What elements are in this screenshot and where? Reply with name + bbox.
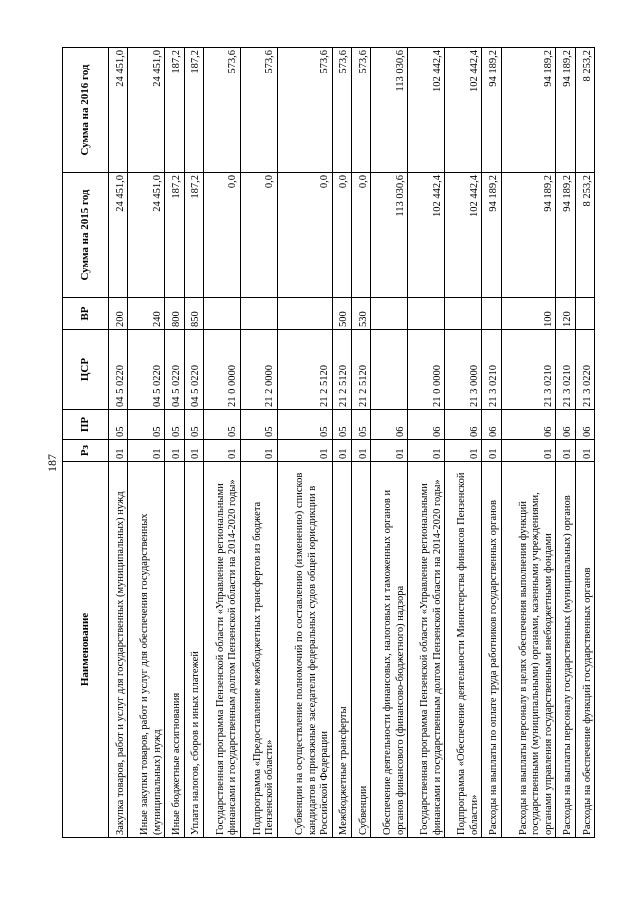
row-vr [482, 298, 501, 330]
row-rz: 01 [575, 440, 594, 462]
row-sum-2016: 24 451,0 [109, 48, 128, 173]
row-sum-2016: 94 189,2 [482, 48, 501, 173]
row-sum-2016: 94 189,2 [501, 48, 556, 173]
page-number: 187 [45, 454, 59, 472]
row-rz: 01 [445, 440, 482, 462]
table-row [445, 48, 482, 838]
row-name: Расходы на выплаты персоналу в целях обеспечения выполнения функций государственными (муниципальными) органами, казенными учреждениями, органами управления государственными внебюджетными фондами [501, 462, 556, 838]
row-pr: 06 [575, 410, 594, 440]
header-vr: ВР [63, 298, 109, 330]
row-rz: 01 [128, 440, 165, 462]
row-rz: 01 [556, 440, 575, 462]
row-csr: 21 3 0220 [575, 330, 594, 410]
row-sum-2016: 24 451,0 [128, 48, 165, 173]
budget-table [62, 47, 595, 838]
row-vr [203, 298, 240, 330]
header-sum-2016: Сумма на 2016 год [63, 48, 109, 173]
table-row [203, 48, 240, 838]
row-rz: 01 [184, 440, 203, 462]
header-rz: Рз [63, 440, 109, 462]
row-pr: 06 [408, 410, 445, 440]
rotated-table-container [62, 48, 595, 838]
row-csr: 21 3 0210 [501, 330, 556, 410]
row-vr [408, 298, 445, 330]
row-vr [277, 298, 332, 330]
header-sum-2015: Сумма на 2015 год [63, 173, 109, 298]
header-pr: ПР [63, 410, 109, 440]
row-pr: 06 [556, 410, 575, 440]
row-sum-2015: 0,0 [332, 173, 351, 298]
row-pr: 05 [109, 410, 128, 440]
row-csr: 04 5 0220 [109, 330, 128, 410]
row-rz: 01 [203, 440, 240, 462]
row-csr: 21 2 5120 [332, 330, 351, 410]
table-row [575, 48, 594, 838]
table-row [556, 48, 575, 838]
row-csr [371, 330, 408, 410]
row-rz: 01 [371, 440, 408, 462]
row-sum-2015: 113 030,6 [371, 173, 408, 298]
row-pr: 05 [351, 410, 370, 440]
table-row [371, 48, 408, 838]
row-pr: 05 [184, 410, 203, 440]
row-sum-2016: 187,2 [184, 48, 203, 173]
row-sum-2016: 573,6 [351, 48, 370, 173]
row-rz: 01 [332, 440, 351, 462]
row-vr: 850 [184, 298, 203, 330]
row-sum-2015: 8 253,2 [575, 173, 594, 298]
row-rz: 01 [408, 440, 445, 462]
row-pr: 06 [445, 410, 482, 440]
row-pr: 05 [203, 410, 240, 440]
row-rz: 01 [482, 440, 501, 462]
row-name: Субвенции [351, 462, 370, 838]
table-row [128, 48, 165, 838]
row-name: Субвенции на осуществление полномочий по составлению (изменению) списков кандидатов в присяжные заседатели федеральных судов общей юрисдикции в Российской Федерации [277, 462, 332, 838]
row-vr [575, 298, 594, 330]
row-pr: 05 [165, 410, 184, 440]
row-name: Подпрограмма «Предоставление межбюджетных трансфертов из бюджета Пензенской области» [240, 462, 277, 838]
table-row [240, 48, 277, 838]
row-pr: 06 [371, 410, 408, 440]
row-pr: 05 [277, 410, 332, 440]
row-vr [371, 298, 408, 330]
row-sum-2015: 102 442,4 [408, 173, 445, 298]
table-row [109, 48, 128, 838]
row-name: Иные закупки товаров, работ и услуг для обеспечения государственных (муниципальных) нужд [128, 462, 165, 838]
row-sum-2015: 187,2 [184, 173, 203, 298]
table-row [184, 48, 203, 838]
row-name: Иные бюджетные ассигнования [165, 462, 184, 838]
row-rz: 01 [351, 440, 370, 462]
row-sum-2016: 573,6 [240, 48, 277, 173]
table-row [501, 48, 556, 838]
row-csr: 21 3 0210 [482, 330, 501, 410]
row-csr: 04 5 0220 [165, 330, 184, 410]
row-csr: 04 5 0220 [184, 330, 203, 410]
row-csr: 04 5 0220 [128, 330, 165, 410]
row-vr: 120 [556, 298, 575, 330]
row-name: Обеспечение деятельности финансовых, налоговых и таможенных органов и органов финансового (финансово-бюджетного) надзора [371, 462, 408, 838]
row-rz: 01 [240, 440, 277, 462]
row-rz: 01 [277, 440, 332, 462]
row-vr: 530 [351, 298, 370, 330]
row-vr: 500 [332, 298, 351, 330]
row-name: Государственная программа Пензенской области «Управление региональными финансами и государственным долгом Пензенской области на 2014-2020 годы» [408, 462, 445, 838]
row-sum-2015: 24 451,0 [128, 173, 165, 298]
row-csr: 21 3 0000 [445, 330, 482, 410]
row-csr: 21 0 0000 [408, 330, 445, 410]
row-vr [240, 298, 277, 330]
row-sum-2016: 573,6 [203, 48, 240, 173]
row-name: Расходы на обеспечение функций государственных органов [575, 462, 594, 838]
row-name: Подпрограмма «Обеспечение деятельности Министерства финансов Пензенской области» [445, 462, 482, 838]
row-name: Закупка товаров, работ и услуг для государственных (муниципальных) нужд [109, 462, 128, 838]
table-row [277, 48, 332, 838]
table-row [332, 48, 351, 838]
row-sum-2015: 94 189,2 [556, 173, 575, 298]
header-name: Наименование [63, 462, 109, 838]
row-sum-2015: 94 189,2 [501, 173, 556, 298]
row-name: Уплата налогов, сборов и иных платежей [184, 462, 203, 838]
row-csr: 21 0 0000 [203, 330, 240, 410]
row-sum-2016: 8 253,2 [575, 48, 594, 173]
row-sum-2015: 102 442,4 [445, 173, 482, 298]
row-vr: 240 [128, 298, 165, 330]
row-sum-2015: 187,2 [165, 173, 184, 298]
row-sum-2016: 102 442,4 [408, 48, 445, 173]
row-sum-2015: 24 451,0 [109, 173, 128, 298]
row-vr: 200 [109, 298, 128, 330]
row-pr: 06 [482, 410, 501, 440]
table-row [482, 48, 501, 838]
row-csr: 21 2 5120 [277, 330, 332, 410]
table-row [408, 48, 445, 838]
table-row [165, 48, 184, 838]
row-sum-2016: 573,6 [277, 48, 332, 173]
row-pr: 06 [501, 410, 556, 440]
row-sum-2015: 0,0 [351, 173, 370, 298]
row-sum-2016: 94 189,2 [556, 48, 575, 173]
row-sum-2015: 94 189,2 [482, 173, 501, 298]
row-rz: 01 [501, 440, 556, 462]
row-pr: 05 [128, 410, 165, 440]
row-csr: 21 2 5120 [351, 330, 370, 410]
row-csr: 21 3 0210 [556, 330, 575, 410]
row-sum-2015: 0,0 [277, 173, 332, 298]
row-sum-2016: 102 442,4 [445, 48, 482, 173]
row-vr: 800 [165, 298, 184, 330]
row-sum-2016: 573,6 [332, 48, 351, 173]
row-name: Государственная программа Пензенской области «Управление региональными финансами и государственным долгом Пензенской области на 2014-2020 годы» [203, 462, 240, 838]
row-vr: 100 [501, 298, 556, 330]
row-csr: 21 2 0000 [240, 330, 277, 410]
row-pr: 05 [240, 410, 277, 440]
row-name: Расходы на выплаты по оплате труда работников государственных органов [482, 462, 501, 838]
row-name: Расходы на выплаты персоналу государственных (муниципальных) органов [556, 462, 575, 838]
table-header-row [63, 48, 109, 838]
row-sum-2016: 187,2 [165, 48, 184, 173]
row-rz: 01 [165, 440, 184, 462]
row-vr [445, 298, 482, 330]
row-sum-2015: 0,0 [240, 173, 277, 298]
header-csr: ЦСР [63, 330, 109, 410]
row-pr: 05 [332, 410, 351, 440]
row-name: Межбюджетные трансферты [332, 462, 351, 838]
table-row [351, 48, 370, 838]
row-sum-2016: 113 030,6 [371, 48, 408, 173]
row-sum-2015: 0,0 [203, 173, 240, 298]
row-rz: 01 [109, 440, 128, 462]
